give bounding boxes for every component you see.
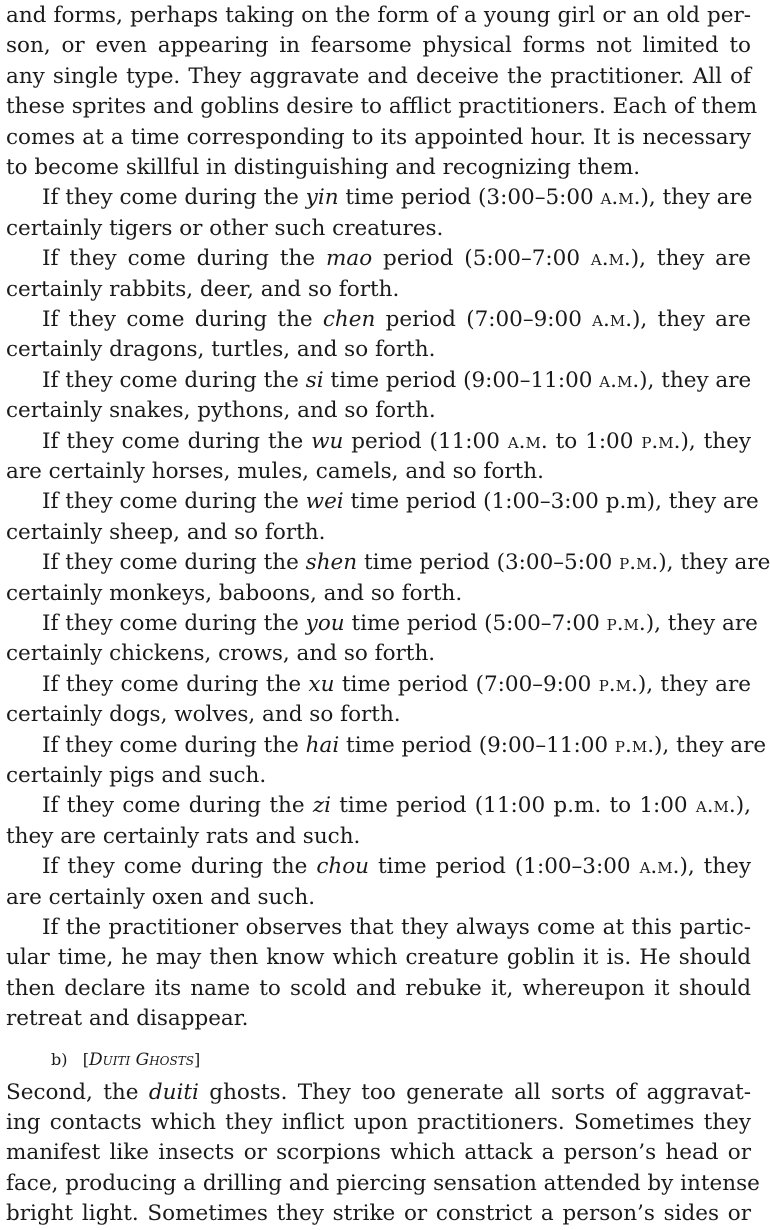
small-caps-text: p.m.: [606, 611, 646, 636]
italic-term: duiti: [148, 1079, 199, 1105]
text-line: certainly dogs, wolves, and so forth.: [6, 702, 401, 728]
text-line: ular time, he may then know which creature goblin it is. He should: [6, 945, 751, 971]
text-line: [42, 670, 751, 700]
text-line: If the practitioner observes that they always come at this partic-: [42, 915, 751, 940]
text-line: and forms, perhaps taking on the form of a young girl or an old per-: [6, 3, 751, 28]
small-caps-text: p.m.: [641, 428, 681, 454]
text-span: period (7:00–9:00: [375, 307, 593, 332]
section-bracket-open: [: [82, 1049, 89, 1069]
text-line: certainly chickens, crows, and so forth.: [6, 641, 436, 667]
text-line: [42, 183, 751, 213]
italic-term: you: [305, 611, 345, 636]
text-span: ), they: [679, 854, 751, 880]
italic-term: si: [305, 367, 324, 393]
text-span: ), they are: [658, 550, 770, 576]
small-caps-text: p.m.: [614, 732, 655, 758]
section-title: Duiti Ghosts: [89, 1049, 194, 1070]
text-line: certainly snakes, pythons, and so forth.: [6, 398, 436, 424]
text-span: period (11:00: [343, 428, 508, 454]
italic-term: mao: [326, 246, 373, 272]
text-span: ), they are: [630, 246, 751, 272]
text-span: ), they are: [654, 732, 767, 758]
section-heading: [51, 1045, 200, 1075]
text-span: ), they are: [637, 671, 751, 697]
small-caps-text: a.m.: [639, 854, 680, 880]
text-line: [42, 731, 767, 761]
text-line: to become skillful in distinguishing and recognizing them.: [6, 155, 641, 180]
small-caps-text: p.m.: [619, 550, 659, 576]
text-span: period (5:00–7:00: [372, 246, 591, 272]
text-line: [42, 487, 759, 517]
text-line: [6, 1078, 751, 1108]
small-caps-text: a.m.: [600, 185, 641, 211]
text-span: If they come during the: [42, 854, 317, 880]
text-span: ), they are: [639, 367, 752, 393]
italic-term: chen: [322, 307, 376, 332]
text-line: [42, 609, 758, 639]
text-line: are certainly oxen and such.: [6, 884, 316, 910]
small-caps-text: a.m.: [695, 793, 736, 819]
text-span: If they come during the: [42, 732, 306, 758]
text-line: certainly monkeys, baboons, and so forth.: [6, 580, 463, 606]
text-span: If they come during the: [42, 185, 306, 211]
text-span: time period (9:00–11:00: [323, 367, 600, 393]
text-line: these sprites and goblins desire to afflict practitioners. Each of them: [6, 94, 758, 120]
text-span: If they come during the: [42, 550, 306, 576]
small-caps-text: a.m.: [592, 307, 633, 332]
italic-term: wu: [311, 428, 344, 454]
italic-term: yin: [305, 185, 339, 211]
text-line: retreat and disappear.: [6, 1006, 249, 1032]
text-span: time period (11:00 p.m. to 1:00: [331, 793, 696, 819]
text-span: time period (3:00–5:00: [338, 185, 601, 211]
text-line: comes at a time corresponding to its appointed hour. It is necessary: [6, 124, 751, 150]
text-span: time period (7:00–9:00: [334, 671, 599, 697]
text-line: certainly sheep, and so forth.: [6, 519, 326, 545]
text-span: If they come during the: [42, 307, 323, 332]
text-span: If they come during the: [42, 793, 313, 819]
italic-term: shen: [305, 550, 358, 576]
text-span: If they come during the: [42, 428, 312, 454]
section-number: b): [51, 1049, 68, 1069]
text-span: If they come during the: [42, 611, 306, 636]
small-caps-text: a.m.: [599, 367, 640, 393]
text-span: If they come during the: [42, 671, 309, 697]
text-line: [42, 852, 751, 882]
text-line: [42, 791, 751, 821]
text-line: they are certainly rats and such.: [6, 823, 361, 849]
italic-term: hai: [305, 732, 340, 758]
italic-term: chou: [316, 854, 370, 880]
section-bracket-close: ]: [193, 1049, 201, 1069]
text-span: to 1:00: [547, 428, 642, 454]
italic-term: xu: [308, 671, 335, 697]
small-caps-text: p.m.: [598, 671, 638, 697]
text-line: [42, 427, 751, 457]
text-span: ghosts. They too generate all sorts of aggravat-: [198, 1079, 751, 1105]
text-line: certainly rabbits, deer, and so forth.: [6, 276, 400, 302]
text-span: If they come during the: [42, 246, 326, 272]
text-span: ), they: [680, 428, 751, 454]
text-line: bright light. Sometimes they strike or constrict a person’s sides or: [6, 1201, 751, 1227]
italic-term: zi: [312, 793, 332, 819]
small-caps-text: a.m.: [507, 428, 548, 454]
text-line: any single type. They aggravate and deceive the practitioner. All of: [6, 63, 751, 89]
text-line: manifest like insects or scorpions which attack a person’s head or: [6, 1140, 751, 1166]
text-line: certainly pigs and such.: [6, 763, 267, 788]
text-line: [42, 244, 751, 274]
text-span: ),: [735, 793, 751, 819]
text-span: time period (3:00–5:00: [357, 550, 620, 576]
text-line: [42, 305, 751, 335]
text-line: [42, 548, 770, 578]
text-span: Second, the: [6, 1079, 149, 1105]
text-span: ), they are: [632, 307, 751, 332]
text-span: If they come during the: [42, 367, 306, 393]
text-span: time period (1:00–3:00 p.m), they are: [343, 489, 759, 515]
text-line: ing contacts which they inflict upon practitioners. Sometimes they: [6, 1110, 751, 1135]
text-span: If they come during the: [42, 489, 306, 515]
text-line: [42, 366, 751, 396]
text-line: certainly dragons, turtles, and so forth.: [6, 337, 436, 363]
text-line: face, producing a drilling and piercing sensation attended by intense: [6, 1170, 760, 1196]
small-caps-text: a.m.: [590, 246, 631, 272]
text-line: then declare its name to scold and rebuke it, whereupon it should: [6, 975, 751, 1001]
text-line: are certainly horses, mules, camels, and so forth.: [6, 459, 544, 484]
text-span: time period (1:00–3:00: [369, 854, 640, 880]
text-span: time period (9:00–11:00: [339, 732, 615, 758]
text-line: son, or even appearing in fearsome physical forms not limited to: [6, 33, 751, 59]
text-span: time period (5:00–7:00: [344, 611, 607, 636]
text-span: ), they are: [640, 185, 753, 211]
text-span: ), they are: [645, 611, 758, 636]
italic-term: wei: [305, 489, 344, 515]
text-line: certainly tigers or other such creatures.: [6, 215, 444, 241]
